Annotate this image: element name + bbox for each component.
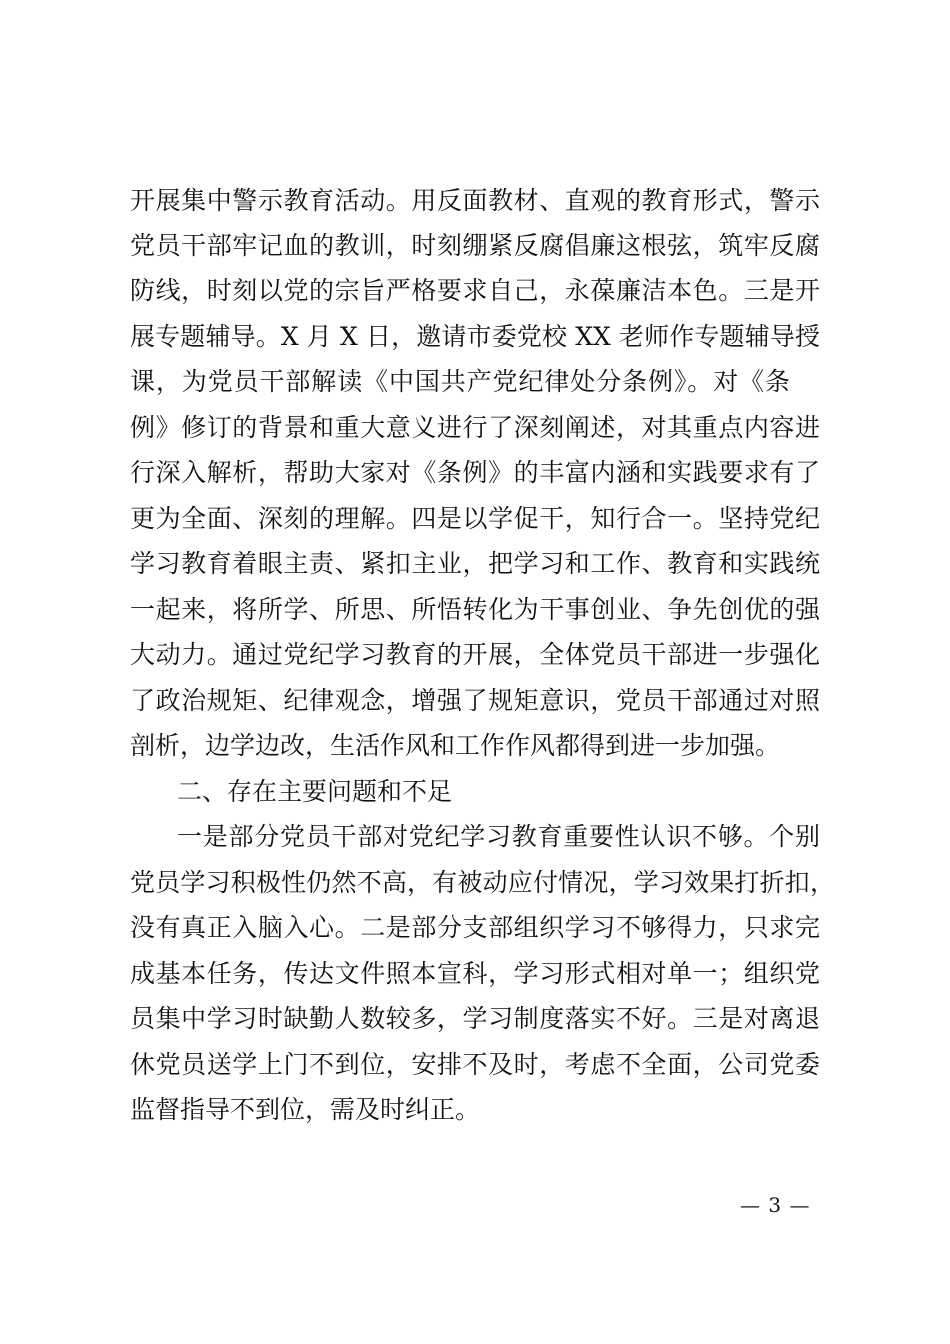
paragraph1-line: 防线，时刻以党的宗旨严格要求自己，永葆廉洁本色。三是开 <box>130 276 820 305</box>
paragraph2-line: 一是部分党员干部对党纪学习教育重要性认识不够。个别 <box>177 822 820 851</box>
paragraph1-line: 大动力。通过党纪学习教育的开展，全体党员干部进一步强化 <box>130 640 820 669</box>
paragraph1-line: 学习教育着眼主责、紧扣主业，把学习和工作、教育和实践统 <box>130 549 820 578</box>
paragraph1-line: 党员干部牢记血的教训，时刻绷紧反腐倡廉这根弦，筑牢反腐 <box>130 231 820 260</box>
paragraph1-line: 了政治规矩、纪律观念，增强了规矩意识，党员干部通过对照 <box>130 686 820 715</box>
paragraph1-line: 更为全面、深刻的理解。四是以学促干，知行合一。坚持党纪 <box>130 504 820 533</box>
paragraph2-line: 成基本任务，传达文件照本宣科，学习形式相对单一；组织党 <box>130 959 820 988</box>
section-heading: 二、存在主要问题和不足 <box>177 777 453 806</box>
paragraph1-line: 展专题辅导。X 月 X 日，邀请市委党校 XX 老师作专题辅导授 <box>130 322 820 351</box>
paragraph1-line: 一起来，将所学、所思、所悟转化为干事创业、争先创优的强 <box>130 595 820 624</box>
paragraph2-line: 监督指导不到位，需及时纠正。 <box>130 1095 481 1124</box>
paragraph1-line: 例》修订的背景和重大意义进行了深刻阐述，对其重点内容进 <box>130 413 820 442</box>
paragraph2-line: 党员学习积极性仍然不高，有被动应付情况，学习效果打折扣， <box>130 868 835 897</box>
paragraph1-line: 开展集中警示教育活动。用反面教材、直观的教育形式，警示 <box>130 186 820 215</box>
paragraph1-line: 剖析，边学边改，生活作风和工作作风都得到进一步加强。 <box>130 731 781 760</box>
paragraph2-line: 休党员送学上门不到位，安排不及时，考虑不全面，公司党委 <box>130 1050 820 1079</box>
paragraph1-line: 行深入解析，帮助大家对《条例》的丰富内涵和实践要求有了 <box>130 458 820 487</box>
paragraph2-line: 员集中学习时缺勤人数较多，学习制度落实不好。三是对离退 <box>130 1004 820 1033</box>
page-number: — 3 — <box>740 1193 811 1217</box>
paragraph1-line: 课，为党员干部解读《中国共产党纪律处分条例》。对《条 <box>130 367 790 396</box>
paragraph2-line: 没有真正入脑入心。二是部分支部组织学习不够得力，只求完 <box>130 913 820 942</box>
